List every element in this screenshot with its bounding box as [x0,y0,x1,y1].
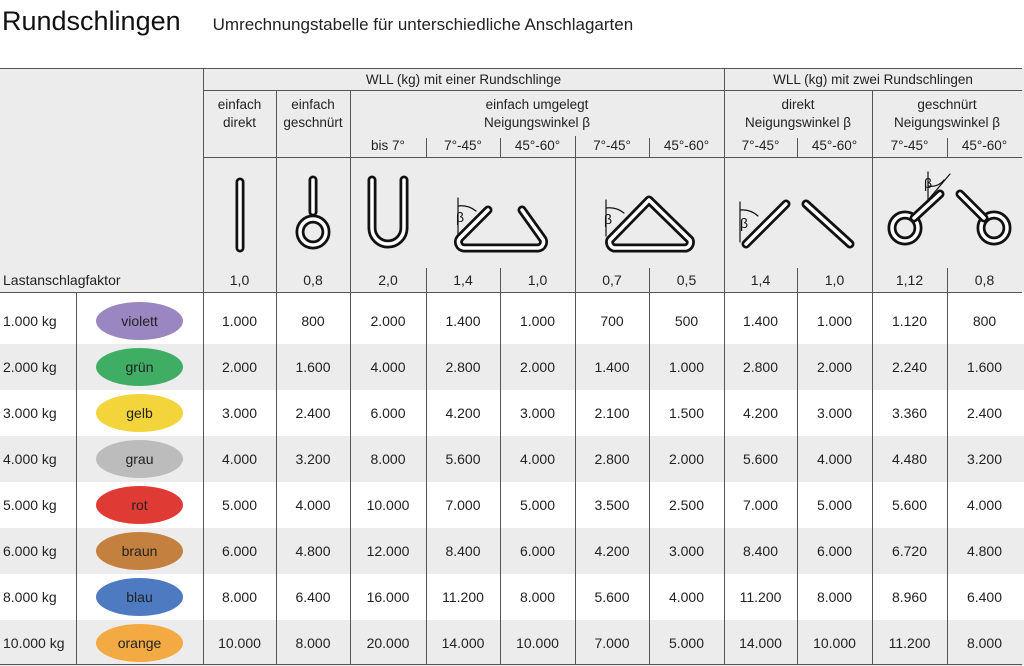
color-oval: braun [96,532,183,570]
sling-pair-choke-icon [878,164,1024,260]
wll-value: 1.400 [594,359,630,375]
method-umgelegt: einfach umgelegt Neigungswinkel β [483,97,591,130]
load-label: 3.000 kg [3,405,57,421]
sling-straight-icon [225,175,255,255]
wll-value: 11.200 [739,589,782,605]
factor-value: 1,4 [453,272,473,288]
load-label: 10.000 kg [3,635,65,651]
wll-value: 6.000 [221,543,258,559]
factor-value: 1,0 [824,272,845,288]
method-geschnuert: geschnürt Neigungswinkel β [893,97,1001,130]
wll-value: 5.000 [816,497,853,513]
factor-value: 0,5 [676,272,697,288]
wll-value: 1.400 [742,313,779,329]
factor-bottom-line [0,292,1022,293]
color-oval: gelb [96,394,183,432]
factor-value: 1,12 [895,272,924,288]
factor-value: 1,0 [527,272,548,288]
factor-value: 0,8 [974,272,995,288]
wll-value: 1.000 [668,359,705,375]
wll-value: 2.800 [445,359,481,375]
wll-value: 6.000 [370,405,406,421]
wll-value: 11.200 [888,635,931,651]
wll-value: 7.000 [594,635,630,651]
angle-header: 7°-45° [741,138,780,153]
wll-value: 1.000 [519,313,556,329]
beta-label: β [456,209,465,225]
color-oval: grau [96,440,183,478]
factor-value: 0,7 [602,272,622,288]
table-top-border [0,68,1022,69]
divider-angle-top [947,138,948,157]
divider-angle-top [500,138,501,157]
wll-value: 2.400 [295,405,331,421]
wll-value: 3.360 [891,405,928,421]
wll-value: 10.000 [218,635,261,651]
wll-value: 8.000 [966,635,1003,651]
angle-header: bis 7° [371,138,405,153]
angle-header: 7°-45° [444,138,482,153]
wll-value: 1.000 [816,313,853,329]
wll-value: 700 [600,313,624,329]
divider-angle-top [649,138,650,157]
factor-value: 0,8 [303,272,323,288]
method-einfach-geschnuert: einfach geschnürt [283,97,343,130]
method-direkt: direkt Neigungswinkel β [744,97,852,130]
wll-value: 5.600 [742,451,779,467]
load-label: 2.000 kg [3,359,57,375]
wll-value: 20.000 [366,635,410,651]
wll-value: 2.000 [370,313,406,329]
sling-choke-icon [290,172,336,256]
factor-value: 2,0 [378,272,398,288]
page-title: Rundschlingen [2,6,181,36]
angle-header: 45°-60° [663,138,710,153]
wll-value: 4.200 [742,405,779,421]
wll-value: 6.000 [816,543,853,559]
wll-value: 4.200 [445,405,481,421]
divider-angle-top [797,138,798,157]
wll-value: 8.400 [742,543,779,559]
wll-value: 8.960 [891,589,928,605]
wll-value: 10.000 [813,635,856,651]
wll-value: 12.000 [366,543,410,559]
wll-value: 4.800 [295,543,331,559]
wll-value: 4.000 [668,589,705,605]
wll-value: 3.000 [668,543,705,559]
page-subtitle: Umrechnungstabelle für unterschiedliche Anschlagarten [212,15,634,34]
header-bottom-line [203,157,1022,158]
wll-value: 1.500 [668,405,705,421]
wll-value: 8.000 [221,589,258,605]
wll-value: 7.000 [445,497,481,513]
factor-value: 1,4 [750,272,771,288]
wll-value: 8.400 [445,543,481,559]
wll-value: 6.400 [966,589,1003,605]
wll-value: 4.000 [221,451,258,467]
wll-value: 4.000 [966,497,1003,513]
method-einfach-direkt: einfach direkt [217,97,262,130]
wll-value: 16.000 [366,589,410,605]
wll-value: 4.000 [519,451,556,467]
angle-header: 45°-60° [961,138,1008,153]
wll-value: 5.600 [445,451,481,467]
wll-value: 3.500 [594,497,630,513]
wll-value: 2.400 [966,405,1003,421]
angle-header: 45°-60° [514,138,561,153]
wll-value: 5.600 [891,497,928,513]
wll-value: 2.000 [816,359,853,375]
wll-value: 1.120 [891,313,928,329]
angle-header: 45°-60° [811,138,858,153]
sling-pair-direct-icon [728,182,868,262]
wll-value: 2.000 [221,359,258,375]
wll-value: 5.000 [668,635,705,651]
angle-header: 7°-45° [593,138,631,153]
wll-value: 2.000 [519,359,556,375]
wll-value: 2.800 [742,359,779,375]
wll-value: 500 [674,313,699,329]
wll-value: 6.000 [519,543,556,559]
load-label: 6.000 kg [3,543,57,559]
wll-value: 4.200 [594,543,630,559]
wll-value: 3.200 [295,451,331,467]
load-label: 8.000 kg [3,589,57,605]
color-oval: orange [96,624,183,662]
factor-label: Lastanschlagfaktor [3,272,121,288]
beta-label: β [924,175,933,191]
wll-value: 5.000 [221,497,258,513]
color-oval: rot [96,486,183,524]
wll-value: 11.200 [442,589,484,605]
wll-value: 4.800 [966,543,1003,559]
group-header-one: WLL (kg) mit einer Rundschlinge [365,72,562,87]
wll-value: 4.000 [370,359,406,375]
wll-value: 8.000 [370,451,406,467]
wll-value: 2.500 [668,497,705,513]
wll-value: 6.400 [295,589,331,605]
wll-value: 14.000 [739,635,782,651]
wll-value: 3.000 [221,405,258,421]
wll-value: 1.600 [966,359,1003,375]
load-label: 4.000 kg [3,451,57,467]
divider-angle-top [426,138,427,157]
wll-value: 1.400 [445,313,481,329]
divider-load-color [76,292,77,665]
group-underline [203,90,1022,91]
sling-u-icon [362,172,414,256]
wll-value: 5.600 [594,589,630,605]
wll-value: 2.100 [594,405,630,421]
angle-header: 7°-45° [890,138,929,153]
wll-value: 3.000 [816,405,853,421]
wll-value: 4.480 [891,451,928,467]
wll-value: 2.240 [891,359,928,375]
load-label: 5.000 kg [3,497,57,513]
wll-value: 8.000 [295,635,331,651]
load-label: 1.000 kg [3,313,57,329]
sling-basket-icon [430,180,570,260]
wll-value: 800 [972,313,997,329]
wll-value: 14.000 [441,635,485,651]
wll-value: 8.000 [816,589,853,605]
wll-value: 6.720 [891,543,928,559]
wll-value: 10.000 [366,497,410,513]
wll-value: 4.000 [295,497,331,513]
beta-label: β [604,211,613,227]
color-oval: grün [96,348,183,386]
group-header-two: WLL (kg) mit zwei Rundschlingen [773,72,973,87]
wll-value: 8.000 [519,589,556,605]
wll-value: 1.000 [221,313,258,329]
wll-value: 3.200 [966,451,1003,467]
wll-value: 2.000 [668,451,705,467]
wll-value: 800 [301,313,325,329]
sling-basket-icon [578,182,720,262]
factor-value: 1,0 [229,272,250,288]
wll-value: 4.000 [816,451,853,467]
wll-value: 3.000 [519,405,556,421]
wll-value: 1.600 [295,359,331,375]
wll-value: 2.800 [594,451,630,467]
color-oval: blau [96,578,183,616]
wll-value: 5.000 [519,497,556,513]
color-oval: violett [96,302,183,340]
wll-value: 10.000 [516,635,559,651]
wll-value: 7.000 [742,497,779,513]
beta-label: β [740,215,749,231]
